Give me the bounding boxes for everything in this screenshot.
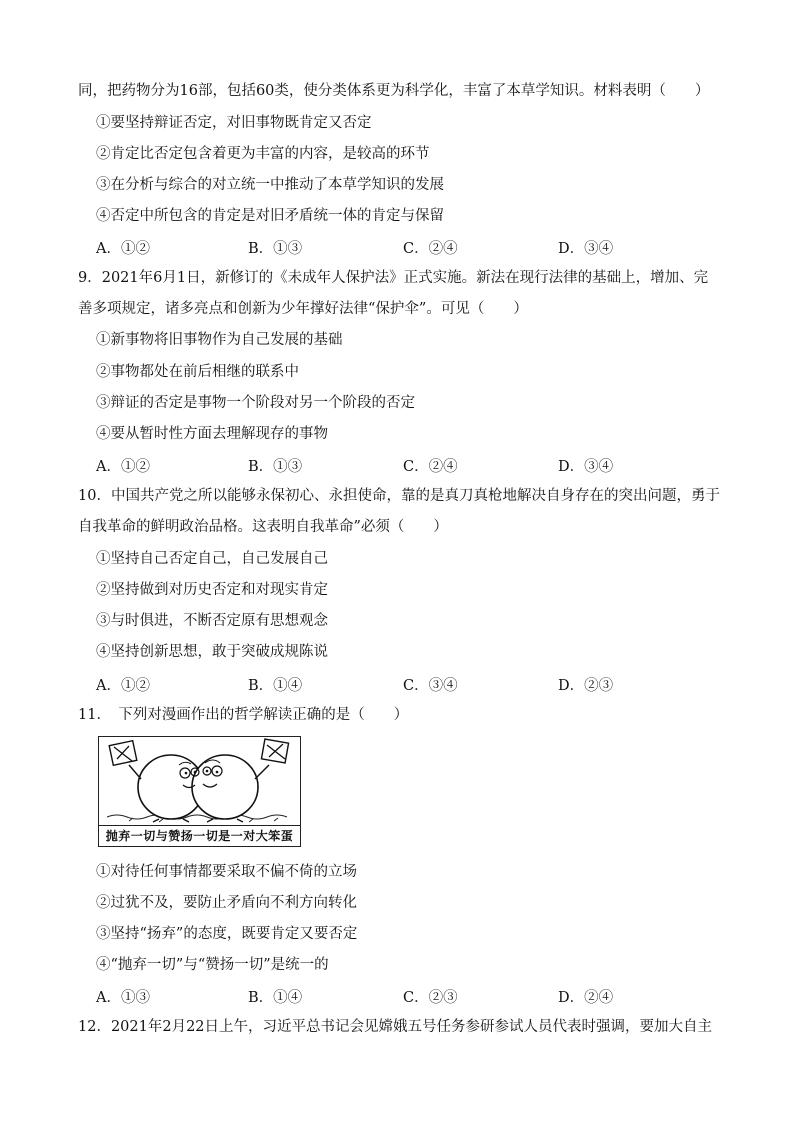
q9-statement-1: ①新事物将旧事物作为自己发展的基础 [96, 332, 343, 348]
q8-choice-a: A．①② [96, 241, 150, 257]
q10-statement-1: ①坚持自己否定自己，自己发展自己 [96, 551, 328, 567]
q10-statement-2: ②坚持做到对历史否定和对现实肯定 [96, 582, 328, 598]
q8-choice-c: C．②④ [403, 241, 458, 257]
q9-choice-a: A．①② [96, 459, 150, 475]
q10-statement-4: ④坚持创新思想，敢于突破成规陈说 [96, 644, 328, 660]
q11-statement-1: ①对待任何事情都要采取不偏不倚的立场 [96, 864, 357, 880]
q9-choices [96, 455, 656, 475]
q11-choice-d: D．②④ [558, 990, 614, 1006]
q9-statement-4: ④要从暂时性方面去理解现存的事物 [96, 426, 328, 442]
q10-choice-b: B．①④ [248, 678, 303, 694]
q8-statement-3: ③在分析与综合的对立统一中推动了本草学知识的发展 [96, 177, 444, 193]
q11-statement-3: ③坚持“扬弃”的态度，既要肯定又要否定 [96, 926, 358, 942]
q9-statement-2: ②事物都处在前后相继的联系中 [96, 364, 299, 380]
cartoon-drawing [99, 737, 299, 825]
q8-statement-4: ④否定中所包含的肯定是对旧矛盾统一体的肯定与保留 [96, 208, 444, 224]
q10-choice-a: A．①② [96, 678, 150, 694]
q10-choice-d: D．②③ [558, 678, 614, 694]
cartoon-image [98, 736, 301, 847]
q9-choice-d: D．③④ [558, 459, 614, 475]
q9-statement-3: ③辩证的否定是事物一个阶段对另一个阶段的否定 [96, 395, 415, 411]
q8-choice-d: D．③④ [558, 241, 614, 257]
q8-choice-b: B．①③ [248, 241, 303, 257]
q10-choices [96, 674, 656, 694]
q11-choice-a: A．①③ [96, 990, 150, 1006]
q8-stem-continued: 同，把药物分为16部，包括60类，使分类体系更为科学化，丰富了本草学知识。材料表明（ ） [78, 83, 710, 99]
q12-stem-line-1: 12．2021年2月22日上午，习近平总书记会见嫦娥五号任务参研参试人员代表时强调，要加大自主 [78, 1019, 713, 1035]
q10-choice-c: C．③④ [403, 678, 458, 694]
q10-stem-line-2: 自我革命的鲜明政治品格。这表明自我革命”必须（ ） [78, 519, 448, 535]
q11-choice-c: C．②③ [403, 990, 458, 1006]
q11-choices [96, 986, 656, 1006]
q9-choice-c: C．②④ [403, 459, 458, 475]
q11-statement-4: ④“抛弃一切”与“赞扬一切”是统一的 [96, 957, 329, 973]
q11-statement-2: ②过犹不及，要防止矛盾向不利方向转化 [96, 895, 357, 911]
q9-stem-line-1: 9．2021年6月1日，新修订的《未成年人保护法》正式实施。新法在现行法律的基础上，增加、完 [78, 270, 709, 286]
q11-stem: 11． 下列对漫画作出的哲学解读正确的是（ ） [78, 707, 409, 723]
q8-statement-2: ②肯定比否定包含着更为丰富的内容，是较高的环节 [96, 146, 430, 162]
q9-stem-line-2: 善多项规定，诸多亮点和创新为少年撑好法律“保护伞”。可见（ ） [78, 301, 528, 317]
q8-choices [96, 237, 656, 257]
q8-statement-1: ①要坚持辩证否定，对旧事物既肯定又否定 [96, 115, 372, 131]
cartoon-caption: 抛弃一切与赞扬一切是一对大笨蛋 [99, 825, 300, 846]
q9-choice-b: B．①③ [248, 459, 303, 475]
q10-statement-3: ③与时俱进，不断否定原有思想观念 [96, 613, 328, 629]
q11-choice-b: B．①④ [248, 990, 303, 1006]
q10-stem-line-1: 10．中国共产党之所以能够永保初心、永担使命，靠的是真刀真枪地解决自身存在的突出问题，勇于 [78, 488, 720, 504]
